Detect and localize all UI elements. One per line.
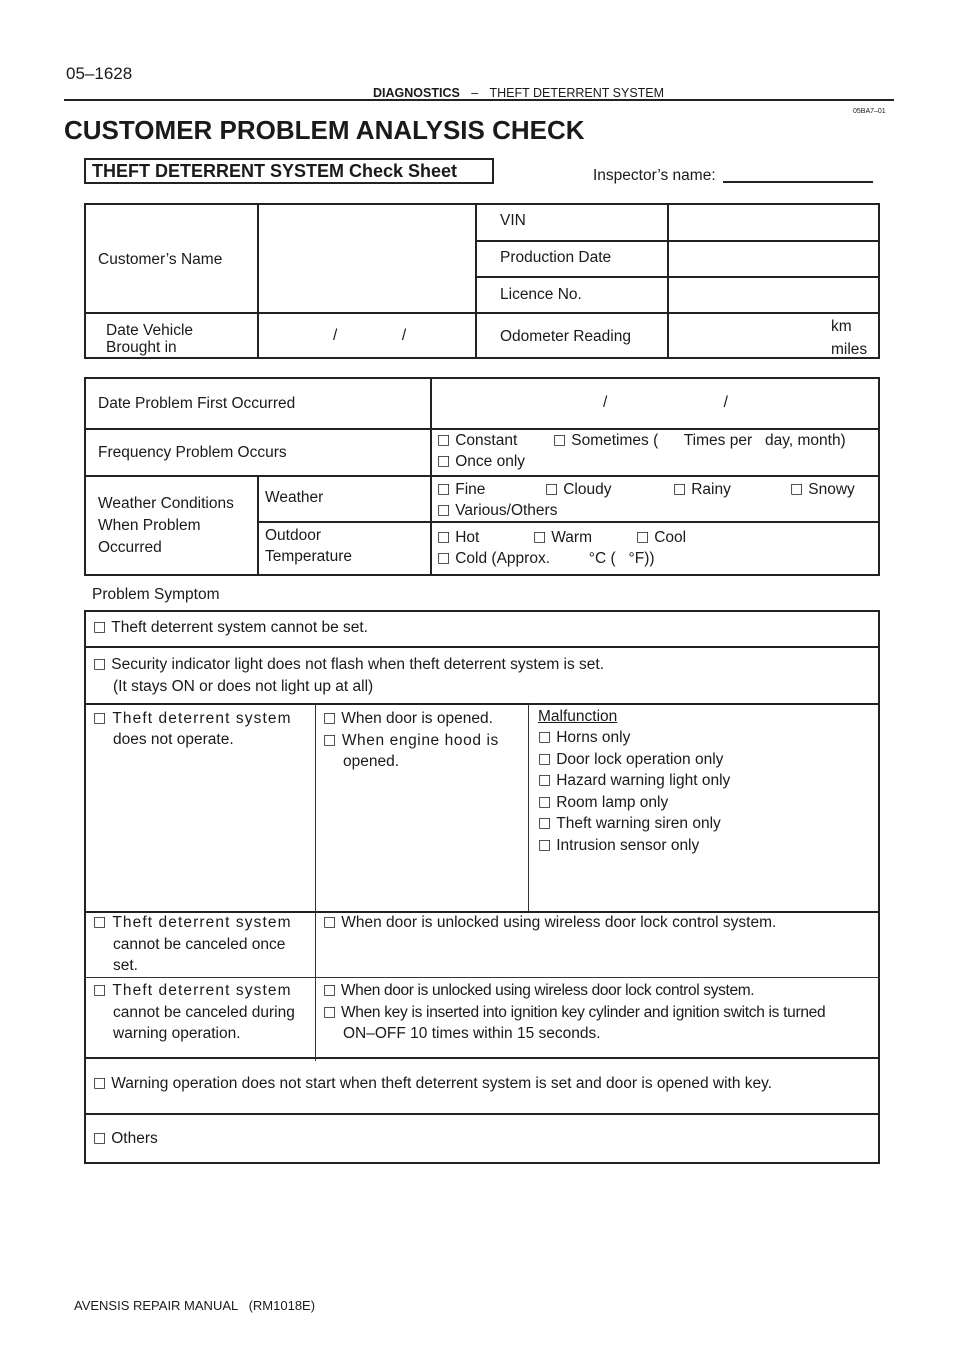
not-operate-checkbox[interactable] xyxy=(93,709,292,729)
page-title: CUSTOMER PROBLEM ANALYSIS CHECK xyxy=(64,115,585,145)
indicator-label-2: (It stays ON or does not light up at all) xyxy=(113,678,374,695)
date-brought-label-1: Date Vehicle xyxy=(106,322,194,339)
first-occurred-label: Date Problem First Occurred xyxy=(98,395,296,412)
cool-checkbox[interactable] xyxy=(636,528,686,548)
cold-label: Cold (Approx. °C ( °F)) xyxy=(455,550,655,567)
others-checkbox[interactable] xyxy=(93,1129,158,1149)
weather-conditions-label-1: Weather Conditions xyxy=(98,495,234,512)
cannot-cancel-label-3: set. xyxy=(113,957,138,974)
horns-checkbox[interactable] xyxy=(538,728,630,748)
date-brought-slashes: / / xyxy=(333,327,407,344)
cannot-cancel-warn-label-3: warning operation. xyxy=(113,1025,241,1042)
first-occurred-slashes: / / xyxy=(603,394,728,411)
header-section-name: DIAGNOSTICS xyxy=(373,86,460,100)
indicator-checkbox[interactable] xyxy=(93,655,604,675)
malfunction-label: Malfunction xyxy=(538,708,618,725)
various-checkbox[interactable] xyxy=(437,501,557,521)
cannot-cancel-warn-checkbox[interactable] xyxy=(93,981,292,1001)
cannot-set-label: Theft deterrent system cannot be set. xyxy=(111,619,368,636)
door-lock-checkbox[interactable] xyxy=(538,750,723,770)
frequency-label: Frequency Problem Occurs xyxy=(98,444,287,461)
outdoor-label-1: Outdoor xyxy=(265,527,322,544)
hot-checkbox[interactable] xyxy=(437,528,479,548)
cannot-cancel-label-2: cannot be canceled once xyxy=(113,936,286,953)
cannot-cancel-checkbox[interactable] xyxy=(93,913,292,933)
snowy-checkbox[interactable] xyxy=(790,480,855,500)
cannot-set-checkbox[interactable] xyxy=(93,618,368,638)
door-opened-label: When door is opened. xyxy=(341,710,493,727)
once-only-checkbox[interactable] xyxy=(437,452,525,472)
key-inserted-label-2: ON–OFF 10 times within 15 seconds. xyxy=(343,1025,601,1042)
inspector-name-field[interactable] xyxy=(723,181,873,183)
wireless-unlock-2-checkbox[interactable] xyxy=(323,981,754,1001)
indicator-label-1: Security indicator light does not flash when theft deterrent system is set. xyxy=(111,656,605,673)
door-opened-checkbox[interactable] xyxy=(323,709,493,729)
sometimes-checkbox[interactable] xyxy=(553,431,846,451)
weather-label: Weather xyxy=(265,489,324,506)
horns-label: Horns only xyxy=(556,729,631,746)
sheet-title: THEFT DETERRENT SYSTEM Check Sheet xyxy=(92,161,458,181)
header-section xyxy=(373,86,664,100)
weather-conditions-label-3: Occurred xyxy=(98,539,162,556)
hazard-checkbox[interactable] xyxy=(538,771,730,791)
key-inserted-checkbox[interactable] xyxy=(323,1003,825,1023)
intrusion-checkbox[interactable] xyxy=(538,836,699,856)
hazard-label: Hazard warning light only xyxy=(556,772,731,789)
wireless-unlock-checkbox[interactable] xyxy=(323,913,776,933)
problem-symptom-label: Problem Symptom xyxy=(92,586,220,603)
fine-checkbox[interactable] xyxy=(437,480,485,500)
inspector-label: Inspector’s name: xyxy=(593,167,716,184)
cloudy-checkbox[interactable] xyxy=(545,480,611,500)
rainy-label: Rainy xyxy=(691,481,731,498)
licence-no-label: Licence No. xyxy=(500,286,582,303)
odometer-label: Odometer Reading xyxy=(500,328,631,345)
snowy-label: Snowy xyxy=(808,481,855,498)
warm-checkbox[interactable] xyxy=(533,528,592,548)
cannot-cancel-warn-label-1: Theft deterrent system xyxy=(112,982,292,999)
warm-label: Warm xyxy=(551,529,592,546)
not-operate-label-1: Theft deterrent system xyxy=(112,710,292,727)
once-only-label: Once only xyxy=(455,453,526,470)
wireless-unlock-2-label: When door is unlocked using wireless door lock control system. xyxy=(340,982,755,999)
fine-label: Fine xyxy=(455,481,486,498)
rainy-checkbox[interactable] xyxy=(673,480,731,500)
constant-checkbox[interactable] xyxy=(437,431,517,451)
cool-label: Cool xyxy=(654,529,687,546)
vehicle-table xyxy=(84,203,880,359)
warning-not-start-label: Warning operation does not start when theft deterrent system is set and door is opened with key. xyxy=(111,1075,773,1092)
cannot-cancel-warn-label-2: cannot be canceled during xyxy=(113,1004,295,1021)
footer: AVENSIS REPAIR MANUAL (RM1018E) xyxy=(74,1298,316,1313)
cold-checkbox[interactable] xyxy=(437,549,655,569)
constant-label: Constant xyxy=(455,432,518,449)
hot-label: Hot xyxy=(455,529,480,546)
wireless-unlock-label: When door is unlocked using wireless door lock control system. xyxy=(341,914,777,931)
header-subsection: THEFT DETERRENT SYSTEM xyxy=(489,86,665,100)
others-label: Others xyxy=(111,1130,158,1147)
not-operate-label-2: does not operate. xyxy=(113,731,234,748)
room-lamp-label: Room lamp only xyxy=(556,794,669,811)
door-lock-label: Door lock operation only xyxy=(556,751,724,768)
customer-name-label: Customer’s Name xyxy=(98,251,223,268)
vin-label: VIN xyxy=(500,212,526,229)
hood-opened-label-1: When engine hood is xyxy=(341,732,499,749)
outdoor-label-2: Temperature xyxy=(265,548,353,565)
miles-label: miles xyxy=(831,341,868,358)
cannot-cancel-label-1: Theft deterrent system xyxy=(112,914,292,931)
production-date-label: Production Date xyxy=(500,249,612,266)
page-number: 05–1628 xyxy=(66,64,133,83)
figure-code: 05BA7–01 xyxy=(853,108,886,115)
hood-opened-label-2: opened. xyxy=(343,753,400,770)
cloudy-label: Cloudy xyxy=(563,481,612,498)
hood-opened-checkbox[interactable] xyxy=(323,731,499,751)
km-label: km xyxy=(831,318,852,335)
header-dash: – xyxy=(471,86,479,100)
sometimes-label: Sometimes ( Times per day, month) xyxy=(571,432,846,449)
room-lamp-checkbox[interactable] xyxy=(538,793,668,813)
siren-checkbox[interactable] xyxy=(538,814,721,834)
intrusion-label: Intrusion sensor only xyxy=(556,837,700,854)
weather-conditions-label-2: When Problem xyxy=(98,517,201,534)
various-label: Various/Others xyxy=(455,502,558,519)
siren-label: Theft warning siren only xyxy=(556,815,721,832)
warning-not-start-checkbox[interactable] xyxy=(93,1074,772,1094)
key-inserted-label-1: When key is inserted into ignition key cylinder and ignition switch is turned xyxy=(340,1004,826,1021)
date-brought-label-2: Brought in xyxy=(106,339,177,356)
